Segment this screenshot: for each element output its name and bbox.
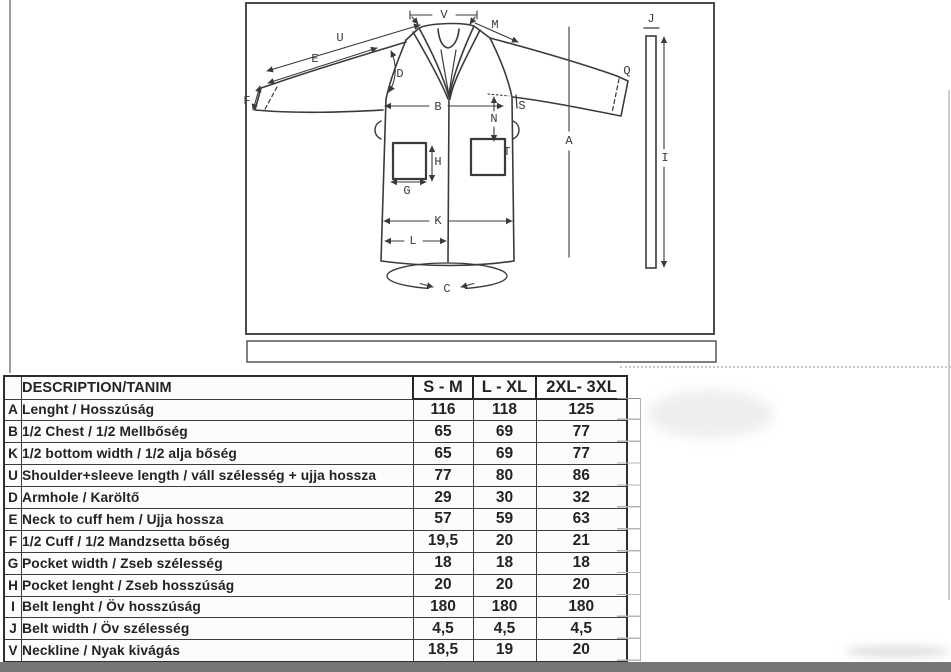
row-description: Armhole / Karöltő xyxy=(22,487,414,509)
row-code: A xyxy=(4,399,22,421)
row-value-2xl3xl: 125 xyxy=(536,399,627,421)
header-description-cell: DESCRIPTION/TANIM xyxy=(22,376,414,399)
row-value-lxl: 18 xyxy=(473,552,536,574)
row-value-lxl: 4,5 xyxy=(473,618,536,640)
row-value-sm: 116 xyxy=(413,399,473,421)
row-value-sm: 19,5 xyxy=(413,530,473,552)
row-value-sm: 18 xyxy=(413,552,473,574)
row-description: Lenght / Hosszúság xyxy=(22,399,414,421)
table-row xyxy=(4,465,627,487)
row-value-2xl3xl: 77 xyxy=(536,443,627,465)
row-code: D xyxy=(4,487,22,509)
row-description: 1/2 Chest / 1/2 Mellbőség xyxy=(22,421,414,443)
header-size-2xl3xl: 2XL- 3XL xyxy=(536,376,627,399)
header-code-cell xyxy=(4,376,22,399)
row-code: G xyxy=(4,552,22,574)
row-value-lxl: 19 xyxy=(473,640,536,662)
ghost-column-header-line xyxy=(617,375,640,399)
diagram-label-I: I xyxy=(661,151,669,166)
row-description: Pocket lenght / Zseb hosszúság xyxy=(22,574,414,596)
diagram-footer-strip xyxy=(247,341,716,362)
diagram-label-K: K xyxy=(434,214,442,229)
measure-V-arrow-right xyxy=(470,17,475,24)
right-page-edge-line xyxy=(948,90,950,600)
table-row xyxy=(4,399,627,421)
diagram-label-L: L xyxy=(409,234,417,249)
row-value-lxl: 69 xyxy=(473,421,536,443)
row-value-lxl: 80 xyxy=(473,465,536,487)
ghost-column xyxy=(617,398,641,661)
row-value-lxl: 30 xyxy=(473,487,536,509)
row-value-lxl: 118 xyxy=(473,399,536,421)
pocket-left xyxy=(393,143,426,179)
row-value-2xl3xl: 86 xyxy=(536,465,627,487)
diagram-label-S: S xyxy=(518,99,526,114)
row-value-sm: 180 xyxy=(413,596,473,618)
left-sleeve xyxy=(255,42,406,112)
measure-V-arrow-left xyxy=(412,17,418,24)
belt xyxy=(646,36,656,268)
row-description: Belt lenght / Öv hosszúság xyxy=(22,596,414,618)
right-sleeve xyxy=(490,38,631,116)
table-row xyxy=(4,618,627,640)
table-row xyxy=(4,574,627,596)
diagram-label-Q: Q xyxy=(623,64,631,79)
row-code: U xyxy=(4,465,22,487)
table-row xyxy=(4,552,627,574)
row-description: 1/2 bottom width / 1/2 alja bőség xyxy=(22,443,414,465)
row-value-2xl3xl: 77 xyxy=(536,421,627,443)
row-description: Neckline / Nyak kivágás xyxy=(22,640,414,662)
diagram-label-U: U xyxy=(336,31,344,46)
diagram-label-D: D xyxy=(396,67,404,82)
table-row xyxy=(4,640,627,662)
table-row xyxy=(4,487,627,509)
row-value-2xl3xl: 18 xyxy=(536,552,627,574)
diagram-label-A: A xyxy=(565,134,573,149)
row-description: 1/2 Cuff / 1/2 Mandzsetta bőség xyxy=(22,530,414,552)
row-value-2xl3xl: 63 xyxy=(536,508,627,530)
row-value-sm: 4,5 xyxy=(413,618,473,640)
row-value-2xl3xl: 21 xyxy=(536,530,627,552)
row-value-2xl3xl: 4,5 xyxy=(536,618,627,640)
row-value-lxl: 59 xyxy=(473,508,536,530)
table-row xyxy=(4,443,627,465)
row-value-lxl: 20 xyxy=(473,530,536,552)
pocket-right xyxy=(471,139,505,175)
row-value-sm: 29 xyxy=(413,487,473,509)
row-code: H xyxy=(4,574,22,596)
row-description: Pocket width / Zseb szélesség xyxy=(22,552,414,574)
row-description: Neck to cuff hem / Ujja hossza xyxy=(22,508,414,530)
row-code: V xyxy=(4,640,22,662)
diagram-label-G: G xyxy=(403,184,411,199)
row-value-2xl3xl: 20 xyxy=(536,640,627,662)
row-value-2xl3xl: 20 xyxy=(536,574,627,596)
row-code: B xyxy=(4,421,22,443)
right-cuff-dashed xyxy=(612,79,619,113)
row-value-lxl: 180 xyxy=(473,596,536,618)
left-cuff-dashed xyxy=(264,87,277,111)
row-value-lxl: 69 xyxy=(473,443,536,465)
table-row xyxy=(4,596,627,618)
row-value-sm: 65 xyxy=(413,421,473,443)
row-code: I xyxy=(4,596,22,618)
row-code: E xyxy=(4,508,22,530)
diagram-label-M: M xyxy=(491,18,499,33)
diagram-label-E: E xyxy=(311,52,319,67)
dotted-scan-trail xyxy=(620,366,951,368)
row-value-sm: 57 xyxy=(413,508,473,530)
diagram-label-V: V xyxy=(440,8,448,23)
header-size-lxl: L - XL xyxy=(473,376,536,399)
diagram-label-N: N xyxy=(490,112,498,127)
row-value-lxl: 20 xyxy=(473,574,536,596)
scanner-bottom-bar xyxy=(0,662,951,672)
row-value-sm: 18,5 xyxy=(413,640,473,662)
diagram-label-F: F xyxy=(243,94,251,109)
row-description: Belt width / Öv szélesség xyxy=(22,618,414,640)
scan-smudge xyxy=(648,390,773,438)
table-row xyxy=(4,421,627,443)
table-header-row xyxy=(4,376,627,399)
diagram-label-T: T xyxy=(503,145,511,160)
diagram-label-H: H xyxy=(434,155,442,170)
row-value-2xl3xl: 32 xyxy=(536,487,627,509)
diagram-label-B: B xyxy=(434,100,442,115)
row-code: J xyxy=(4,618,22,640)
overlap-dotted-line xyxy=(488,94,509,96)
row-code: K xyxy=(4,443,22,465)
row-code: F xyxy=(4,530,22,552)
header-size-sm: S - M xyxy=(413,376,473,399)
diagram-label-J: J xyxy=(647,12,655,27)
table-row xyxy=(4,530,627,552)
row-description: Shoulder+sleeve length / váll szélesség + ujja hossza xyxy=(22,465,414,487)
row-value-sm: 65 xyxy=(413,443,473,465)
row-value-sm: 20 xyxy=(413,574,473,596)
row-value-2xl3xl: 180 xyxy=(536,596,627,618)
scan-smudge xyxy=(845,645,950,658)
size-measurement-table xyxy=(3,375,628,663)
diagram-label-C: C xyxy=(443,282,451,297)
row-value-sm: 77 xyxy=(413,465,473,487)
table-row xyxy=(4,508,627,530)
